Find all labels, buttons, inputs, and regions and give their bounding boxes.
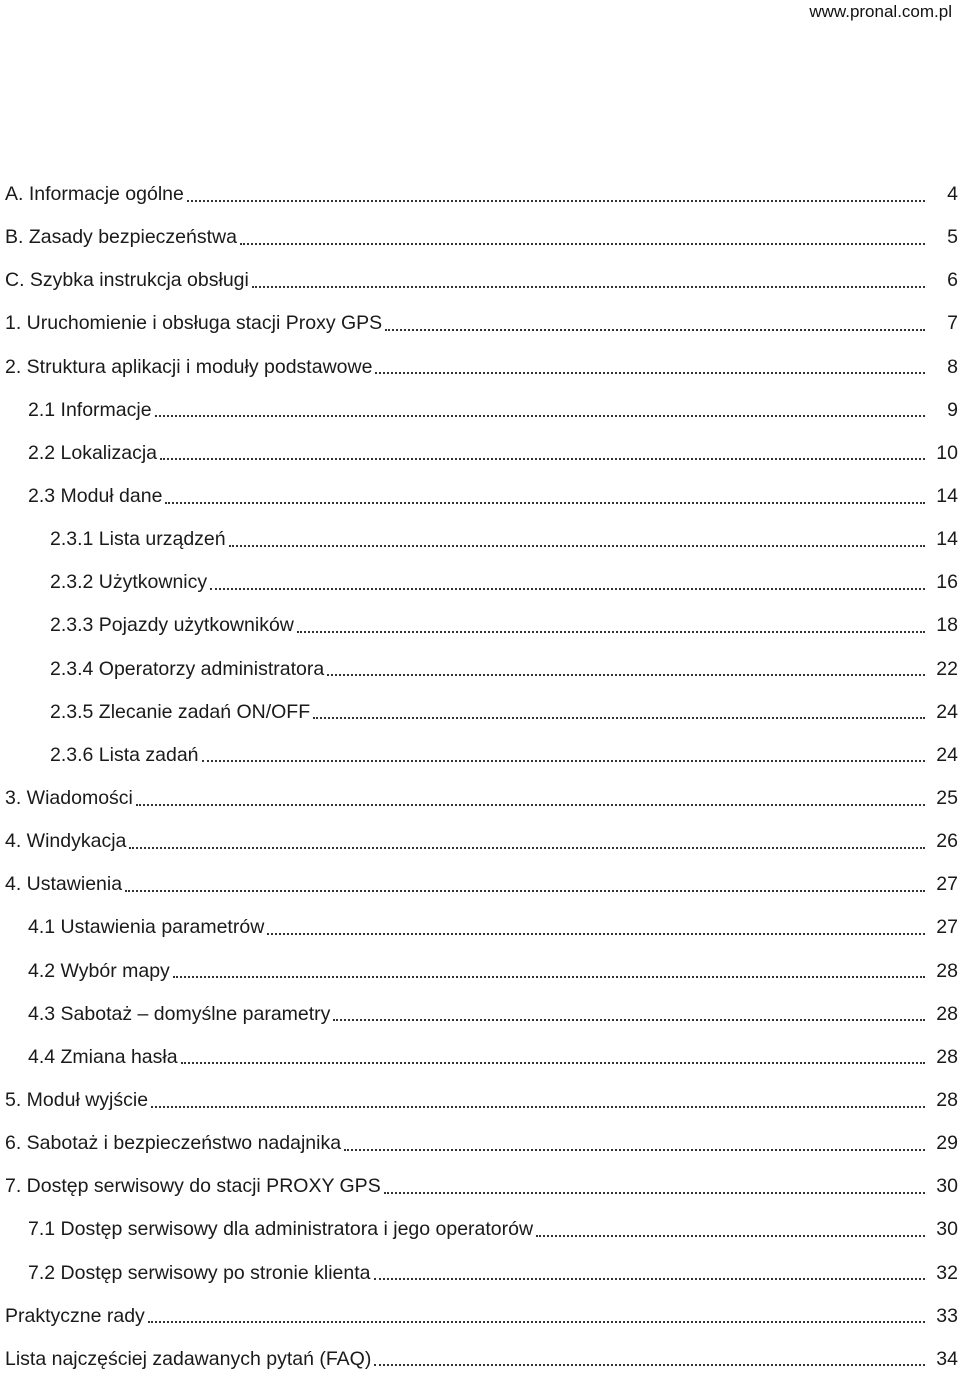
toc-entry-page: 26 xyxy=(936,830,958,853)
toc-leader-dots xyxy=(344,1149,925,1151)
toc-entry-label: 2.3.2 Użytkownicy xyxy=(50,571,208,594)
toc-entry-page: 14 xyxy=(936,528,958,551)
toc-entry[interactable] xyxy=(0,906,960,949)
toc-entry-page: 24 xyxy=(936,700,958,723)
toc-entry[interactable] xyxy=(0,1165,960,1208)
toc-entry-label: 2.3.4 Operatorzy administratora xyxy=(50,657,325,680)
toc-entry-label: 4. Windykacja xyxy=(5,830,127,853)
toc-entry-label: C. Szybka instrukcja obsługi xyxy=(5,269,249,292)
toc-entry[interactable] xyxy=(0,1208,960,1251)
toc-entry[interactable] xyxy=(0,561,960,604)
toc-entry[interactable] xyxy=(0,173,960,216)
toc-entry-label: 1. Uruchomienie i obsługa stacji Proxy GPS xyxy=(5,312,383,335)
toc-leader-dots xyxy=(240,243,925,245)
toc-leader-dots xyxy=(202,760,925,762)
toc-entry-page: 28 xyxy=(936,959,958,982)
toc-entry-label: 2.3.5 Zlecanie zadań ON/OFF xyxy=(50,700,311,723)
toc-leader-dots xyxy=(536,1235,925,1237)
toc-entry-page: 34 xyxy=(936,1347,958,1370)
toc-leader-dots xyxy=(267,933,925,935)
toc-entry-label: 2.3.1 Lista urządzeń xyxy=(50,528,226,551)
toc-leader-dots xyxy=(148,1321,925,1323)
toc-entry-label: 4. Ustawienia xyxy=(5,873,123,896)
toc-entry[interactable] xyxy=(0,1036,960,1079)
toc-entry-page: 5 xyxy=(947,226,958,249)
toc-entry-page: 32 xyxy=(936,1261,958,1284)
toc-entry-page: 28 xyxy=(936,1002,958,1025)
toc-entry[interactable] xyxy=(0,691,960,734)
toc-leader-dots xyxy=(374,1278,926,1280)
toc-entry-page: 28 xyxy=(936,1089,958,1112)
toc-entry[interactable] xyxy=(0,1122,960,1165)
toc-entry-page: 16 xyxy=(936,571,958,594)
toc-entry-label: 7.1 Dostęp serwisowy dla administratora i jego operatorów xyxy=(28,1218,534,1241)
toc-entry-label: 6. Sabotaż i bezpieczeństwo nadajnika xyxy=(5,1132,342,1155)
toc-leader-dots xyxy=(229,545,925,547)
toc-leader-dots xyxy=(384,1192,925,1194)
toc-entry[interactable] xyxy=(0,302,960,345)
toc-entry[interactable] xyxy=(0,993,960,1036)
toc-leader-dots xyxy=(375,372,925,374)
toc-entry[interactable] xyxy=(0,648,960,691)
toc-leader-dots xyxy=(187,200,925,202)
toc-entry-page: 29 xyxy=(936,1132,958,1155)
toc-entry[interactable] xyxy=(0,389,960,432)
toc-entry-label: 5. Moduł wyjście xyxy=(5,1089,149,1112)
toc-entry-label: 2.1 Informacje xyxy=(28,398,152,421)
toc-entry-page: 6 xyxy=(947,269,958,292)
toc-entry-page: 24 xyxy=(936,743,958,766)
toc-entry-label: 2.3 Moduł dane xyxy=(28,485,163,508)
toc-leader-dots xyxy=(385,329,925,331)
toc-entry[interactable] xyxy=(0,518,960,561)
toc-entry[interactable] xyxy=(0,432,960,475)
toc-entry-page: 27 xyxy=(936,916,958,939)
toc-leader-dots xyxy=(129,847,925,849)
toc-entry-page: 10 xyxy=(936,441,958,464)
toc-entry-label: 3. Wiadomości xyxy=(5,787,133,810)
toc-leader-dots xyxy=(297,631,925,633)
toc-leader-dots xyxy=(210,588,925,590)
toc-entry[interactable] xyxy=(0,475,960,518)
toc-leader-dots xyxy=(181,1062,925,1064)
toc-entry-label: 7. Dostęp serwisowy do stacji PROXY GPS xyxy=(5,1175,381,1198)
toc-leader-dots xyxy=(151,1106,925,1108)
toc-leader-dots xyxy=(173,976,925,978)
toc-entry-label: 4.4 Zmiana hasła xyxy=(28,1045,178,1068)
toc-entry-page: 9 xyxy=(947,398,958,421)
header-site-url[interactable]: www.pronal.com.pl xyxy=(809,2,952,21)
toc-entry[interactable] xyxy=(0,734,960,777)
toc-entry-page: 18 xyxy=(936,614,958,637)
toc-leader-dots xyxy=(374,1364,925,1366)
toc-leader-dots xyxy=(333,1019,925,1021)
toc-entry-page: 27 xyxy=(936,873,958,896)
toc-entry-page: 22 xyxy=(936,657,958,680)
toc-entry-page: 14 xyxy=(936,485,958,508)
toc-entry[interactable] xyxy=(0,863,960,906)
toc-entry-label: 2.2 Lokalizacja xyxy=(28,441,157,464)
toc-entry-page: 4 xyxy=(947,183,958,206)
toc-entry[interactable] xyxy=(0,1338,960,1381)
toc-entry[interactable] xyxy=(0,820,960,863)
toc-entry-page: 25 xyxy=(936,787,958,810)
toc-entry-label: 2. Struktura aplikacji i moduły podstawowe xyxy=(5,355,373,378)
toc-entry-page: 30 xyxy=(936,1218,958,1241)
toc-leader-dots xyxy=(165,502,925,504)
toc-entry-label: 4.2 Wybór mapy xyxy=(28,959,170,982)
toc-leader-dots xyxy=(160,458,925,460)
toc-entry[interactable] xyxy=(0,1295,960,1338)
toc-entry[interactable] xyxy=(0,1252,960,1295)
toc-entry[interactable] xyxy=(0,346,960,389)
toc-entry[interactable] xyxy=(0,216,960,259)
toc-entry-label: 2.3.6 Lista zadań xyxy=(50,743,199,766)
toc-entry[interactable] xyxy=(0,259,960,302)
toc-entry-label: 4.1 Ustawienia parametrów xyxy=(28,916,265,939)
toc-entry-page: 7 xyxy=(947,312,958,335)
toc-entry-label: Praktyczne rady xyxy=(5,1304,145,1327)
toc-entry-label: 2.3.3 Pojazdy użytkowników xyxy=(50,614,294,637)
toc-leader-dots xyxy=(313,717,925,719)
toc-leader-dots xyxy=(155,415,925,417)
toc-leader-dots xyxy=(252,286,925,288)
toc-leader-dots xyxy=(136,804,925,806)
toc-entry-page: 28 xyxy=(936,1045,958,1068)
toc-entry-label: A. Informacje ogólne xyxy=(5,183,184,206)
toc-entry-label: B. Zasady bezpieczeństwa xyxy=(5,226,237,249)
toc-leader-dots xyxy=(327,674,925,676)
table-of-contents xyxy=(0,173,960,1381)
toc-entry[interactable] xyxy=(0,950,960,993)
toc-entry[interactable] xyxy=(0,1079,960,1122)
toc-entry-label: Lista najczęściej zadawanych pytań (FAQ) xyxy=(5,1347,372,1370)
toc-entry[interactable] xyxy=(0,604,960,647)
toc-entry-label: 4.3 Sabotaż – domyślne parametry xyxy=(28,1002,331,1025)
toc-entry-page: 30 xyxy=(936,1175,958,1198)
toc-entry-page: 8 xyxy=(947,355,958,378)
toc-entry-page: 33 xyxy=(936,1304,958,1327)
toc-entry[interactable] xyxy=(0,777,960,820)
toc-entry-label: 7.2 Dostęp serwisowy po stronie klienta xyxy=(28,1261,371,1284)
toc-leader-dots xyxy=(125,890,925,892)
